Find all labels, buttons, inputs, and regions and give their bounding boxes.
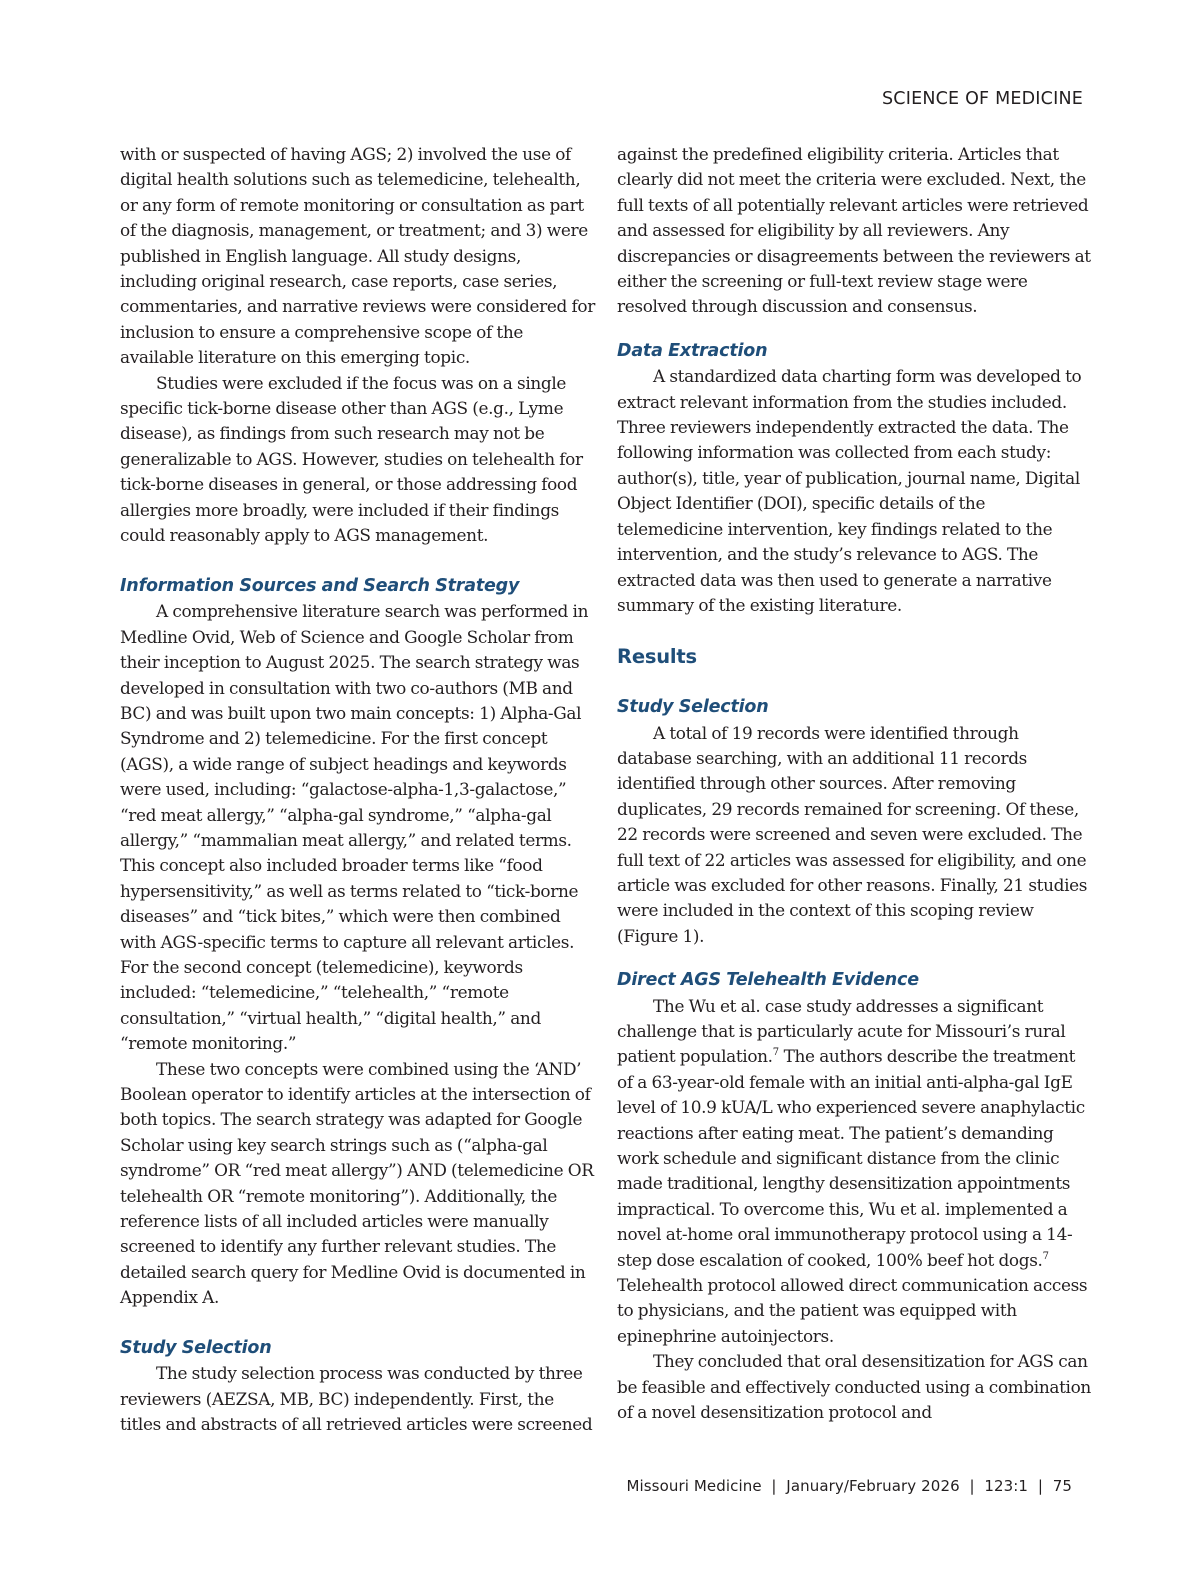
running-head: SCIENCE OF MEDICINE bbox=[882, 89, 1083, 109]
heading-results: Results bbox=[617, 644, 697, 668]
spacer bbox=[617, 320, 1093, 339]
spacer bbox=[617, 618, 1093, 643]
text-run: The Wu et al. case study addresses a significant challenge that is particularly acute for Missouri’s rural patient population. bbox=[617, 995, 1066, 1067]
right-column bbox=[617, 142, 1093, 1425]
paragraph-exclusion-criteria: Studies were excluded if the focus was on a single specific tick-borne disease other than AGS (e.g., Lyme disease), as findings from such research may not be generalizable to AGS. However, studies on telehealth for tick-borne diseases in general, or those addressing food allergies more broadly, were included if their findings could reasonably apply to AGS management. bbox=[120, 372, 583, 546]
spacer bbox=[617, 949, 1093, 968]
paragraph-data-extraction: A standardized data charting form was developed to extract relevant information from the studies included. Three reviewers independently extracted the data. The following information was collected from each study: author(s), title, year of publication, journal name, Digital Object Identifier (DOI), specific details of the telemedicine intervention, key findings related to the intervention, and the study’s relevance to AGS. The extracted data was then used to generate a narrative summary of the existing literature. bbox=[617, 366, 1082, 615]
paragraph-inclusion-criteria: with or suspected of having AGS; 2) involved the use of digital health solutions such as telemedicine, telehealth, or any form of remote monitoring or consultation as part of the diagnosis, management, or treatment; and 3) were published in English language. All study designs, including original research, case reports, case series, commentaries, and narrative reviews were considered for inclusion to ensure a comprehensive scope of the available literature on this emerging topic. bbox=[120, 144, 595, 368]
text-run: The authors describe the treatment of a 63-year-old female with an initial anti-alpha-gal IgE level of 10.9 kUA/L who experienced severe anaphylactic reactions after eating meat. The patient’s demanding work schedule and significant distance from the clinic made traditional, lengthy desensitization appointments impractical. To overcome this, Wu et al. implemented a novel at-home oral immunotherapy protocol using a 14-step dose escalation of cooked, 100% beef hot dogs. bbox=[617, 1046, 1085, 1270]
heading-study-selection: Study Selection bbox=[120, 1338, 272, 1359]
page-footer: Missouri Medicine | January/February 2026 | 123:1 | 75 bbox=[626, 1477, 1072, 1495]
paragraph-selection-process: The study selection process was conducted by three reviewers (AEZSA, MB, BC) independently. First, the titles and abstracts of all retrieved articles were screened bbox=[120, 1363, 593, 1435]
paragraph-conclusion: They concluded that oral desensitization for AGS can be feasible and effectively conducted using a combination of a novel desensitization protocol and bbox=[617, 1351, 1091, 1423]
paragraph-eligibility-review: against the predefined eligibility criteria. Articles that clearly did not meet the criteria were excluded. Next, the full texts of all potentially relevant articles were retrieved and assessed for eligibility by all reviewers. Any discrepancies or disagreements between the reviewers at either the screening or full-text review stage were resolved through discussion and consensus. bbox=[617, 144, 1091, 317]
paragraph-boolean-search: These two concepts were combined using the ‘AND’ Boolean operator to identify articles at the intersection of both topics. The search strategy was adapted for Google Scholar using key search strings such as (“alpha-gal syndrome” OR “red meat allergy”) AND (telemedicine OR telehealth OR “remote monitoring”). Additionally, the reference lists of all included articles were manually screened to identify any further relevant studies. The detailed search query for Medline Ovid is documented in Appendix A. bbox=[120, 1058, 594, 1308]
paragraph-search-strategy: A comprehensive literature search was performed in Medline Ovid, Web of Science and Google Scholar from their inception to August 2025. The search strategy was developed in consultation with two co-authors (MB and BC) and was built upon two main concepts: 1) Alpha-Gal Syndrome and 2) telemedicine. For the first concept (AGS), a wide range of subject headings and keywords were used, including: “galactose-alpha-1,3-galactose,” “red meat allergy,” “alpha-gal syndrome,” “alpha-gal allergy,” “mammalian meat allergy,” and related terms. This concept also included broader terms like “food hypersensitivity,” as well as terms related to “tick-borne diseases” and “tick bites,” which were then combined with AGS-specific terms to capture all relevant articles. For the second concept (telemedicine), keywords included: “telemedicine,” “telehealth,” “remote consultation,” “virtual health,” “digital health,” and “remote monitoring.” bbox=[120, 601, 589, 1054]
spacer bbox=[120, 1311, 596, 1336]
left-column bbox=[120, 142, 596, 1438]
reference-superscript: 7 bbox=[1042, 1250, 1049, 1262]
spacer bbox=[120, 549, 596, 574]
reference-superscript: 7 bbox=[772, 1047, 780, 1059]
heading-information-sources: Information Sources and Search Strategy bbox=[120, 575, 520, 596]
heading-direct-ags-telehealth: Direct AGS Telehealth Evidence bbox=[617, 970, 919, 991]
paragraph-records-identified: A total of 19 records were identified through database searching, with an additional 11 records identified through other sources. After removing duplicates, 29 records remained for screening. Of these, 22 records were screened and seven were excluded. The full text of 22 articles was assessed for eligibility, and one article was excluded for other reasons. Finally, 21 studies were included in the context of this scoping review (Figure 1). bbox=[617, 722, 1088, 946]
heading-results-study-selection: Study Selection bbox=[617, 697, 769, 718]
text-run: Telehealth protocol allowed direct communication access to physicians, and the patient was equipped with epinephrine autoinjectors. bbox=[617, 1275, 1088, 1346]
paragraph-wu-case-study bbox=[617, 994, 1093, 1350]
heading-data-extraction: Data Extraction bbox=[617, 340, 768, 361]
spacer bbox=[617, 670, 1093, 695]
